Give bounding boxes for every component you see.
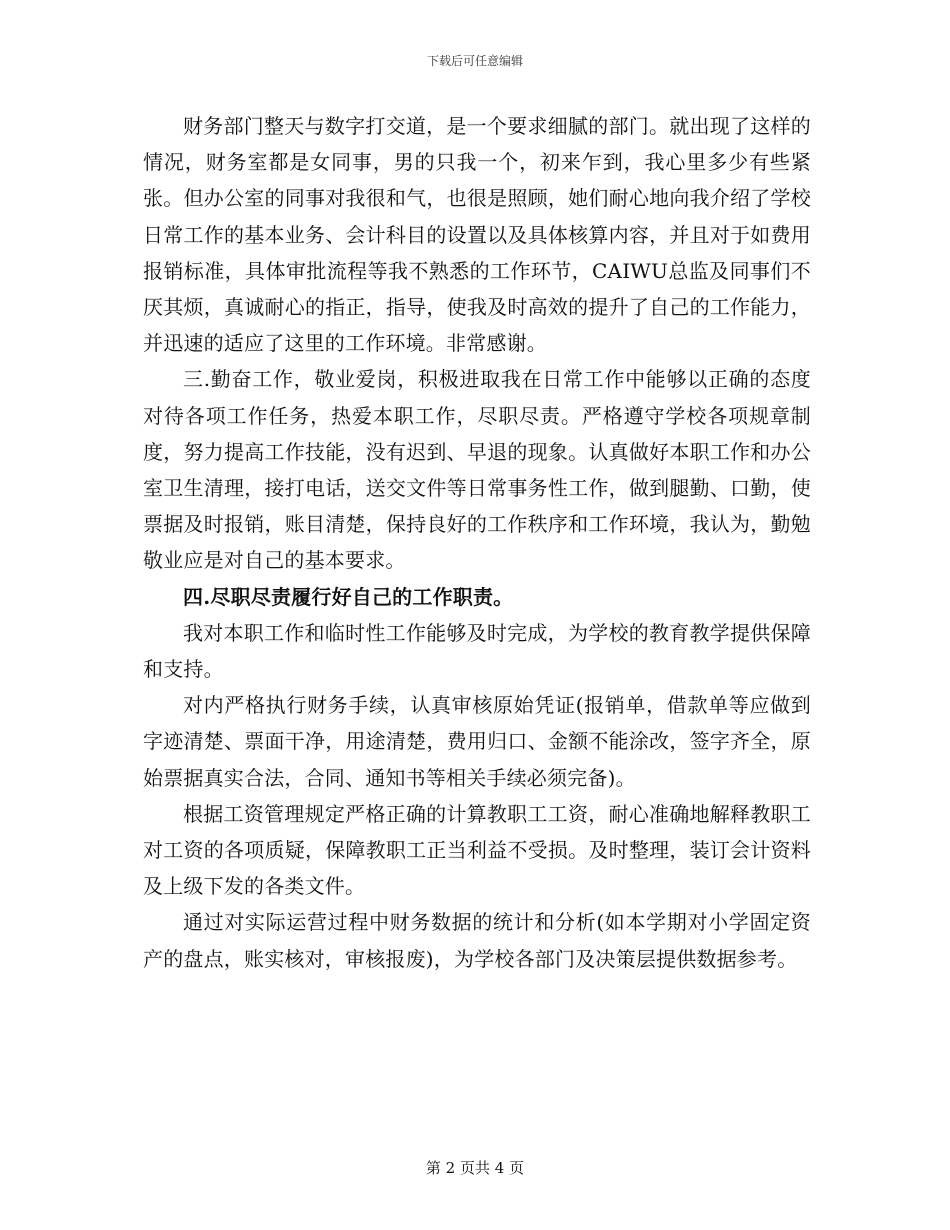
- paragraph-timely-completion: 我对本职工作和临时性工作能够及时完成，为学校的教育教学提供保障和支持。: [143, 620, 811, 682]
- paragraph-financial-procedures: 对内严格执行财务手续，认真审核原始凭证(报销单，借款单等应做到字迹清楚、票面干净，用途清楚，费用归口、金额不能涂改，签字齐全，原始票据真实合法，合同、通知书等相关手续必须完备)。: [143, 693, 811, 790]
- paragraph-finance-department: 财务部门整天与数字打交道，是一个要求细腻的部门。就出现了这样的情况，财务室都是女同事，男的只我一个，初来乍到，我心里多少有些紧张。但办公室的同事对我很和气，也很是照顾，她们耐心地向我介绍了学校日常工作的基本业务、会计科目的设置以及具体核算内容，并且对于如费用报销标准，具体审批流程等我不熟悉的工作环节，CAIWU总监及同事们不厌其烦，真诚耐心的指正，指导，使我及时高效的提升了自己的工作能力，并迅速的适应了这里的工作环境。非常感谢。: [143, 114, 811, 356]
- header-note: 下载后可任意编辑: [426, 54, 523, 68]
- section-heading-duties: 四.尽职尽责履行好自己的工作职责。: [183, 584, 514, 609]
- paragraph-data-analysis: 通过对实际运营过程中财务数据的统计和分析(如本学期对小学固定资产的盘点，账实核对，审核报废)，为学校各部门及决策层提供数据参考。: [143, 910, 811, 971]
- page-number: 第 2 页共 4 页: [425, 1159, 525, 1177]
- paragraph-diligent-work: 三.勤奋工作，敬业爱岗，积极进取我在日常工作中能够以正确的态度对待各项工作任务，热爱本职工作，尽职尽责。严格遵守学校各项规章制度，努力提高工作技能，没有迟到、早退的现象。认真做好本职工作和办公室卫生清理，接打电话，送交文件等日常事务性工作，做到腿勤、口勤，使票据及时报销，账目清楚，保持良好的工作秩序和工作环境，我认为，勤勉敬业应是对自己的基本要求。: [143, 367, 811, 573]
- document-body: [143, 108, 811, 977]
- paragraph-salary-management: 根据工资管理规定严格正确的计算教职工工资，耐心准确地解释教职工对工资的各项质疑，保障教职工正当利益不受损。及时整理，装订会计资料及上级下发的各类文件。: [143, 801, 811, 899]
